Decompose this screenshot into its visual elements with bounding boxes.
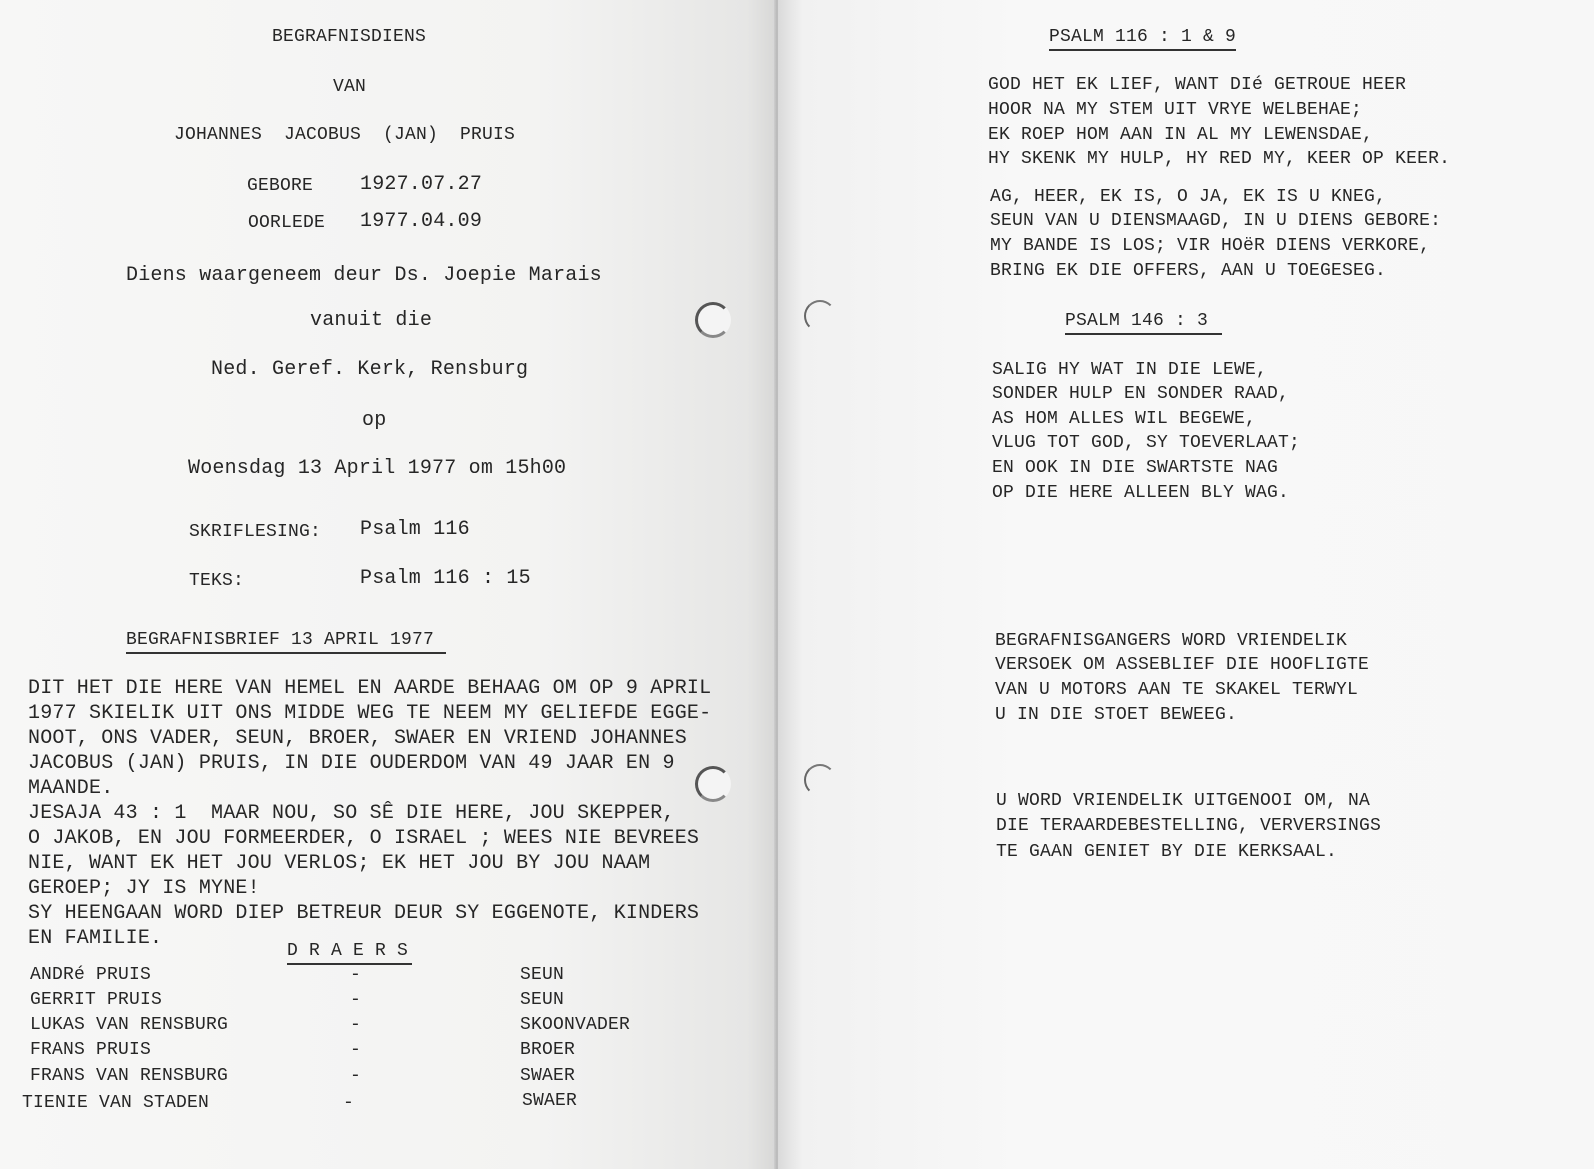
notice-line: DIE TERAARDEBESTELLING, VERVERSINGS bbox=[996, 816, 1382, 836]
left-page bbox=[0, 0, 778, 1169]
died-label: OORLEDE bbox=[248, 213, 326, 233]
bearer-name: LUKAS VAN RENSBURG bbox=[30, 1015, 229, 1035]
notice-line: U WORD VRIENDELIK UITGENOOI OM, NA bbox=[996, 791, 1371, 811]
bearer-name: ANDRé PRUIS bbox=[30, 965, 152, 985]
letter-line: SY HEENGAAN WORD DIEP BETREUR DEUR SY EGGENOTE, KINDERS bbox=[28, 902, 700, 925]
service-by: Diens waargeneem deur Ds. Joepie Marais bbox=[126, 264, 602, 287]
bearer-dash: - bbox=[350, 1040, 362, 1060]
right-page bbox=[778, 0, 1594, 1169]
text-value: Psalm 116 : 15 bbox=[360, 567, 531, 590]
letter-line: GEROEP; JY IS MYNE! bbox=[28, 877, 260, 900]
from-line: vanuit die bbox=[310, 309, 433, 332]
verse-line: SEUN VAN U DIENSMAAGD, IN U DIENS GEBORE: bbox=[990, 211, 1442, 231]
bearers-heading: D R A E R S bbox=[287, 942, 412, 965]
letter-line: MAANDE. bbox=[28, 777, 114, 800]
letter-line: JACOBUS (JAN) PRUIS, IN DIE OUDERDOM VAN 49 JAAR EN 9 bbox=[28, 752, 675, 775]
bearer-relation: SWAER bbox=[522, 1091, 578, 1111]
punch-hole-icon bbox=[695, 302, 731, 338]
title: BEGRAFNISDIENS bbox=[272, 27, 427, 47]
psalm-116-heading: PSALM 116 : 1 & 9 bbox=[1049, 28, 1236, 51]
reading-value: Psalm 116 bbox=[360, 518, 470, 541]
notice-line: VAN U MOTORS AAN TE SKAKEL TERWYL bbox=[995, 680, 1359, 700]
born-label: GEBORE bbox=[247, 176, 314, 196]
bearer-dash: - bbox=[350, 1015, 362, 1035]
bearer-name: TIENIE VAN STADEN bbox=[22, 1093, 210, 1113]
verse-line: MY BANDE IS LOS; VIR HOëR DIENS VERKORE, bbox=[990, 236, 1431, 256]
notice-line: U IN DIE STOET BEWEEG. bbox=[995, 705, 1238, 725]
verse-line: BRING EK DIE OFFERS, AAN U TOEGESEG. bbox=[990, 261, 1387, 281]
bearer-name: FRANS PRUIS bbox=[30, 1040, 152, 1060]
punch-hole-icon bbox=[695, 766, 731, 802]
letter-line: 1977 SKIELIK UIT ONS MIDDE WEG TE NEEM MY GELIEFDE EGGE- bbox=[28, 702, 712, 725]
verse-line: AS HOM ALLES WIL BEGEWE, bbox=[992, 409, 1257, 429]
died-date: 1977.04.09 bbox=[360, 210, 483, 233]
verse-line: VLUG TOT GOD, SY TOEVERLAAT; bbox=[992, 433, 1301, 453]
born-date: 1927.07.27 bbox=[360, 173, 483, 196]
verse-line: OP DIE HERE ALLEEN BLY WAG. bbox=[992, 483, 1290, 503]
letter-line: O JAKOB, EN JOU FORMEERDER, O ISRAEL ; WEES NIE BEVREES bbox=[28, 827, 700, 850]
punch-hole-icon bbox=[804, 300, 836, 332]
psalm-146-heading: PSALM 146 : 3 bbox=[1065, 312, 1222, 335]
letter-line: NOOT, ONS VADER, SEUN, BROER, SWAER EN VRIEND JOHANNES bbox=[28, 727, 687, 750]
letter-line: JESAJA 43 : 1 MAAR NOU, SO SÊ DIE HERE, JOU SKEPPER, bbox=[28, 802, 675, 825]
bearer-dash: - bbox=[350, 990, 362, 1010]
bearer-dash: - bbox=[350, 1066, 362, 1086]
verse-line: HOOR NA MY STEM UIT VRYE WELBEHAE; bbox=[988, 100, 1363, 120]
bearer-name: FRANS VAN RENSBURG bbox=[30, 1066, 229, 1086]
bearer-relation: BROER bbox=[520, 1040, 576, 1060]
verse-line: EN OOK IN DIE SWARTSTE NAG bbox=[992, 458, 1279, 478]
letter-line: EN FAMILIE. bbox=[28, 927, 163, 950]
letter-line: DIT HET DIE HERE VAN HEMEL EN AARDE BEHAAG OM OP 9 APRIL bbox=[28, 677, 712, 700]
verse-line: AG, HEER, EK IS, O JA, EK IS U KNEG, bbox=[990, 187, 1387, 207]
bearer-relation: SWAER bbox=[520, 1066, 576, 1086]
reading-label: SKRIFLESING: bbox=[189, 522, 322, 542]
van-line: VAN bbox=[333, 77, 367, 97]
text-label: TEKS: bbox=[189, 571, 245, 591]
verse-line: HY SKENK MY HULP, HY RED MY, KEER OP KEER. bbox=[988, 149, 1451, 169]
verse-line: SALIG HY WAT IN DIE LEWE, bbox=[992, 360, 1268, 380]
notice-line: BEGRAFNISGANGERS WORD VRIENDELIK bbox=[995, 631, 1348, 651]
verse-line: EK ROEP HOM AAN IN AL MY LEWENSDAE, bbox=[988, 125, 1374, 145]
verse-line: SONDER HULP EN SONDER RAAD, bbox=[992, 384, 1290, 404]
service-datetime: Woensdag 13 April 1977 om 15h00 bbox=[188, 457, 567, 480]
notice-line: TE GAAN GENIET BY DIE KERKSAAL. bbox=[996, 842, 1338, 862]
bearer-relation: SEUN bbox=[520, 965, 565, 985]
letter-heading: BEGRAFNISBRIEF 13 APRIL 1977 bbox=[126, 631, 446, 654]
verse-line: GOD HET EK LIEF, WANT DIé GETROUE HEER bbox=[988, 75, 1407, 95]
notice-line: VERSOEK OM ASSEBLIEF DIE HOOFLIGTE bbox=[995, 655, 1370, 675]
bearer-relation: SEUN bbox=[520, 990, 565, 1010]
bearer-dash: - bbox=[343, 1093, 355, 1113]
bearer-name: GERRIT PRUIS bbox=[30, 990, 163, 1010]
bearer-relation: SKOONVADER bbox=[520, 1015, 631, 1035]
punch-hole-icon bbox=[804, 764, 836, 796]
letter-line: NIE, WANT EK HET JOU VERLOS; EK HET JOU BY JOU NAAM bbox=[28, 852, 651, 875]
church: Ned. Geref. Kerk, Rensburg bbox=[211, 358, 529, 381]
on-line: op bbox=[362, 409, 387, 432]
bearer-dash: - bbox=[350, 965, 362, 985]
deceased-name: JOHANNES JACOBUS (JAN) PRUIS bbox=[174, 125, 516, 145]
